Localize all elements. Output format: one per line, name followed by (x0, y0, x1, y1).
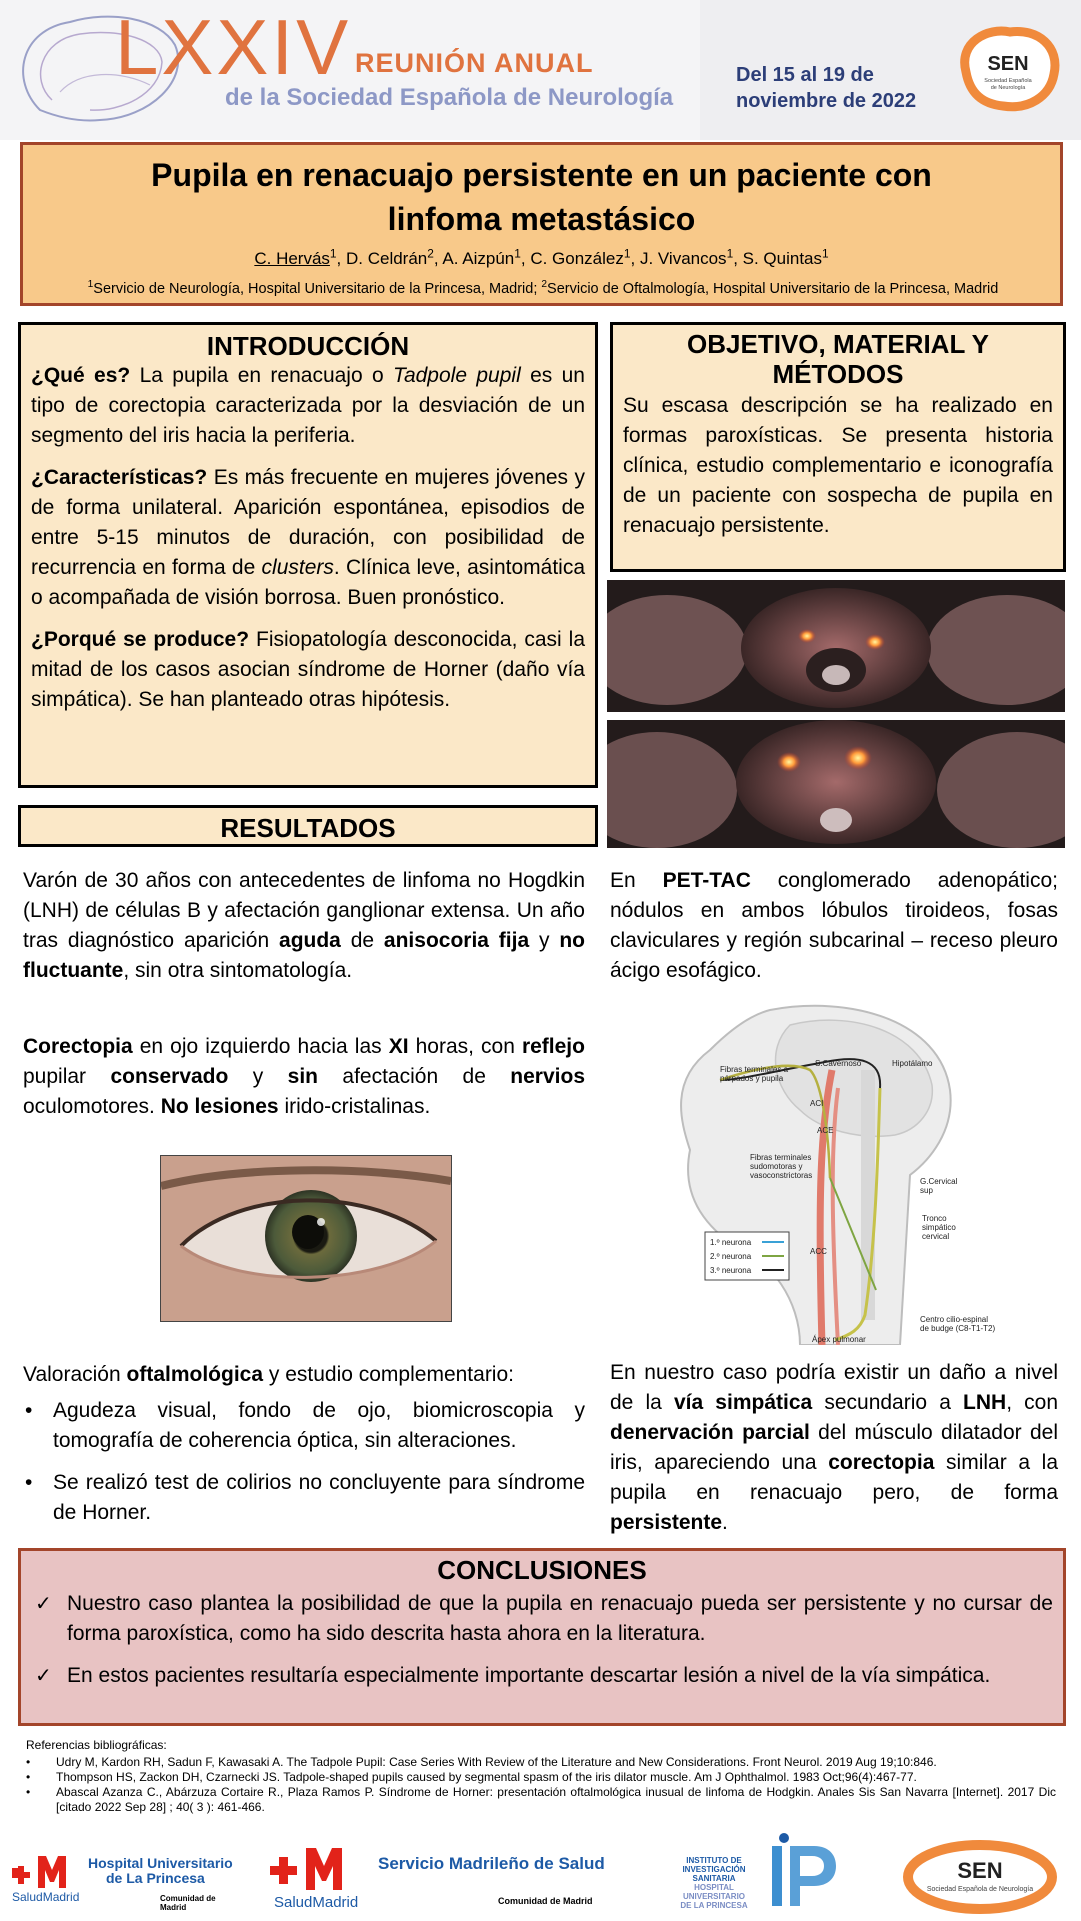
references-list (26, 1755, 1056, 1815)
section-heading: INTRODUCCIÓN (206, 331, 410, 361)
svg-text:Hipotálamo: Hipotálamo (892, 1059, 933, 1068)
conclusions-list (31, 1589, 1053, 1691)
list-item: • Agudeza visual, fondo de ojo, biomicroscopia y tomografía de coherencia óptica, sin alteraciones. (23, 1396, 585, 1456)
pet-ct-image-lower (607, 720, 1065, 848)
svg-text:Fibras terminales a: Fibras terminales a (720, 1065, 789, 1074)
svg-text:2.º neurona: 2.º neurona (710, 1252, 752, 1261)
svg-text:Sociedad Española: Sociedad Española (984, 78, 1032, 84)
list-item: • Se realizó test de colirios no concluyente para síndrome de Horner. (23, 1468, 585, 1528)
svg-text:ACI: ACI (810, 1099, 824, 1108)
introduction-section (18, 322, 598, 788)
svg-text:cervical: cervical (922, 1232, 950, 1241)
svg-text:Centro cilio-espinal: Centro cilio-espinal (920, 1315, 989, 1324)
meeting-name: REUNIÓN ANUAL (355, 48, 594, 78)
servicio-madrileno-salud-logo: SaludMadrid Servicio Madrileño de Salud Comunidad de Madrid (268, 1842, 628, 1914)
svg-text:Fibras terminales: Fibras terminales (750, 1153, 812, 1162)
pet-ct-image-upper (607, 580, 1065, 712)
results-paragraph-history: Varón de 30 años con antecedentes de linfoma no Hogdkin (LNH) de células B y afectación ganglionar extensa. Un año tras diagnóstico aparición aguda de anisocoria fija y no fluctuante, sin otra sintomatología. (23, 869, 586, 982)
meeting-dates: Del 15 al 19 de noviembre de 2022 (736, 64, 917, 112)
svg-text:ACE: ACE (817, 1126, 834, 1135)
svg-text:SEN: SEN (987, 53, 1029, 75)
ophthalmology-list (23, 1396, 585, 1528)
ophthalmology-paragraph: Valoración oftalmológica y estudio complementario: • Agudeza visual, fondo de ojo, biomicroscopia y tomografía de coherencia óptica, sin alteraciones. • Se realizó test de colirios no concluyente para síndrome de Horner. (23, 1360, 585, 1540)
list-item: • Abascal Azanza C., Abárzuza Cortaire R., Plaza Ramos P. Síndrome de Horner: presentación oftalmológica inusual de linfoma de Hodgkin. Anales Sis San Navarra [Internet]. 2017 Dic [citado 2022 Sep 28] ; 40( 3 ): 461-466. (26, 1785, 1056, 1815)
list-item: ✓ Nuestro caso plantea la posibilidad de que la pupila en renacuajo pueda ser persistente y no cursar de forma paroxística, como ha sido descrita hasta ahora en la literatura. (31, 1589, 1053, 1649)
svg-text:1.º neurona: 1.º neurona (710, 1238, 752, 1247)
intro-paragraph-cause: ¿Porqué se produce? Fisiopatología desconocida, casi la mitad de los casos asocian síndrome de Horner (daño vía simpática). Se han planteado otras hipótesis. (31, 628, 586, 711)
svg-text:de Neurología: de Neurología (990, 85, 1026, 91)
intro-paragraph-features: ¿Características? Es más frecuente en mujeres jóvenes y de forma unilateral. Aparición espontánea, episodios de entre 5-15 minutos de duración, con posibilidad de recurrencia en forma de clusters. Clínica leve, asintomática o acompañada de visión borrosa. Buen pronóstico. (31, 466, 586, 609)
section-heading: CONCLUSIONES (437, 1555, 647, 1585)
results-paragraph-findings: Corectopia en ojo izquierdo hacia las XI horas, con reflejo pupilar conservado y sin afectación de nervios oculomotores. No lesiones irido-cristalinas. (23, 1035, 585, 1118)
list-item: • Udry M, Kardon RH, Sadun F, Kawasaki A. The Tadpole Pupil: Case Series With Review of the Literature and New Considerations. Front Neurol. 2019 Aug 19;10:846. (26, 1755, 1056, 1770)
objective-section (610, 322, 1066, 572)
section-heading: OBJETIVO, MATERIAL Y MÉTODOS (687, 329, 989, 389)
svg-text:3.º neurona: 3.º neurona (710, 1266, 752, 1275)
case-interpretation-paragraph: En nuestro caso podría existir un daño a nivel de la vía simpática secundario a LNH, con denervación parcial del músculo dilatador del iris, apareciendo una corectopia similar a la pupila en renacuajo pero, de forma persistente. (610, 1361, 1059, 1534)
sympathetic-pathway-diagram (650, 1000, 1020, 1345)
edition-number: LXXIV (115, 3, 352, 91)
section-heading: RESULTADOS (220, 813, 396, 843)
author-list: C. Hervás$^1$, D. Celdrán$^2$, A. Aizpún$^1$, C. González$^1$, J. Vivancos$^1$, S. Quintas$^1$ (254, 246, 829, 268)
references-section (26, 1738, 1056, 1815)
instituto-investigacion-logo: INSTITUTO DE INVESTIGACIÓN SANITARIA HOSPITAL UNIVERSITARIO DE LA PRINCESA (668, 1832, 868, 1914)
references-heading: Referencias bibliográficas: (26, 1738, 167, 1752)
svg-text:ACC: ACC (810, 1247, 827, 1256)
sen-logo (948, 22, 1066, 114)
svg-text:G.Cervical: G.Cervical (920, 1177, 958, 1186)
list-item: ✓ En estos pacientes resultaría especialmente importante descartar lesión a nivel de la vía simpática. (31, 1661, 1053, 1691)
society-name: de la Sociedad Española de Neurología (225, 84, 674, 111)
svg-text:Ápex pulmonar: Ápex pulmonar (812, 1335, 866, 1344)
list-item: • Thompson HS, Zackon DH, Czarnecki JS. Tadpole-shaped pupils caused by segmental spasm of the iris dilator muscle. Am J Ophthalmol. 1983 Oct;96(4):467-77. (26, 1770, 1056, 1785)
conference-banner (0, 0, 1081, 140)
svg-text:sup: sup (920, 1186, 933, 1195)
svg-text:de budge (C8-T1-T2): de budge (C8-T1-T2) (920, 1324, 996, 1333)
sen-footer-logo (900, 1838, 1060, 1916)
affiliations: $^1$Servicio de Neurología, Hospital Universitario de la Princesa, Madrid; $^2$Servicio de Oftalmología, Hospital Universitario de la Princesa, Madrid (87, 279, 999, 297)
svg-text:vasoconstrictoras: vasoconstrictoras (750, 1171, 813, 1180)
title-block (20, 142, 1063, 306)
objective-text: Su escasa descripción se ha realizado en formas paroxísticas. Se presenta historia clínica, estudio complementario e iconografía de un paciente con sospecha de pupila en renacuajo persistente. (623, 394, 1053, 537)
svg-text:párpados y pupila: párpados y pupila (720, 1074, 784, 1083)
svg-text:simpático: simpático (922, 1223, 956, 1232)
svg-text:Tronco: Tronco (922, 1214, 947, 1223)
intro-paragraph-what: ¿Qué es? La pupila en renacuajo o Tadpole pupil es un tipo de corectopia caracterizada por la desviación de un segmento del iris hacia la periferia. (31, 364, 585, 447)
svg-text:SEN: SEN (957, 1858, 1003, 1883)
svg-text:sudomotoras y: sudomotoras y (750, 1162, 803, 1171)
pet-ct-paragraph: En PET-TAC conglomerado adenopático; nódulos en ambos lóbulos tiroideos, fosas claviculares y región subcarinal – receso pleuro ácigo esofágico. (610, 869, 1058, 982)
poster-title: Pupila en renacuajo persistente en un paciente con linfoma metastásico (151, 157, 932, 237)
eye-photograph (160, 1155, 452, 1322)
results-heading-box (18, 805, 598, 847)
svg-text:S.Cavernoso: S.Cavernoso (815, 1059, 862, 1068)
svg-text:Sociedad Española de Neurologí: Sociedad Española de Neurología (926, 1886, 1034, 1893)
hospital-princesa-logo: SaludMadrid Hospital Universitario de La Princesa Comunidad de Madrid (12, 1855, 233, 1912)
conclusions-section (18, 1548, 1066, 1726)
